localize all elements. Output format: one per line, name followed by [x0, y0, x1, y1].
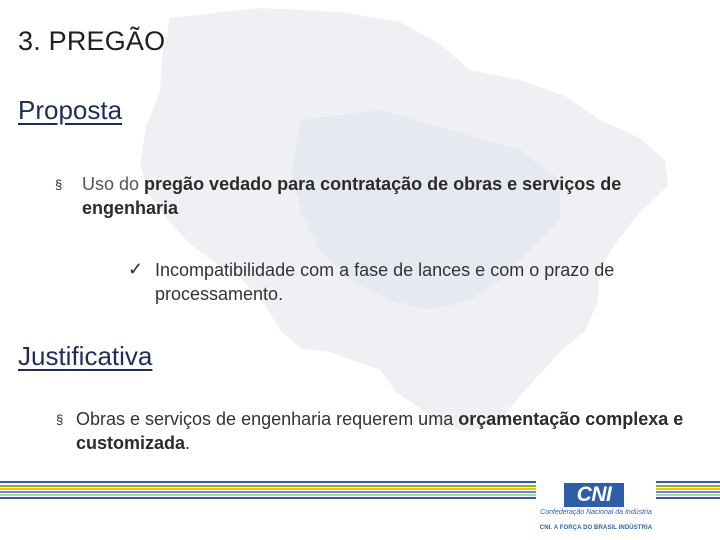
square-bullet-icon: § [55, 177, 63, 192]
proposta-bullet [55, 172, 702, 220]
cni-logo-subtitle: Confederação Nacional da Indústria [540, 509, 652, 516]
cni-logo-tagline: CNI. A FORÇA DO BRASIL INDÚSTRIA [539, 525, 653, 531]
square-bullet-icon: § [56, 412, 64, 427]
justificativa-bullet [56, 407, 706, 455]
checkmark-icon: ✓ [128, 259, 144, 279]
bullet-lead-text: Uso do [82, 174, 145, 194]
bullet-bold-text: pregão vedado para contratação de obras e serviços de engenharia [82, 174, 622, 218]
section-heading-justificativa: Justificativa [18, 341, 153, 371]
slide-title: 3. PREGÃO [18, 26, 166, 56]
bullet-tail-text: . [185, 433, 191, 453]
section-heading-proposta: Proposta [18, 95, 123, 125]
cni-logo-mark: CNI [564, 483, 624, 507]
bullet-bold-text: orçamentação complexa e customizada [76, 409, 684, 453]
subbullet-text: Incompatibilidade com a fase de lances e com o prazo de processamento. [155, 260, 615, 304]
bullet-lead-text: Obras e serviços de engenharia requerem uma [76, 409, 459, 429]
proposta-subbullet [128, 258, 705, 306]
